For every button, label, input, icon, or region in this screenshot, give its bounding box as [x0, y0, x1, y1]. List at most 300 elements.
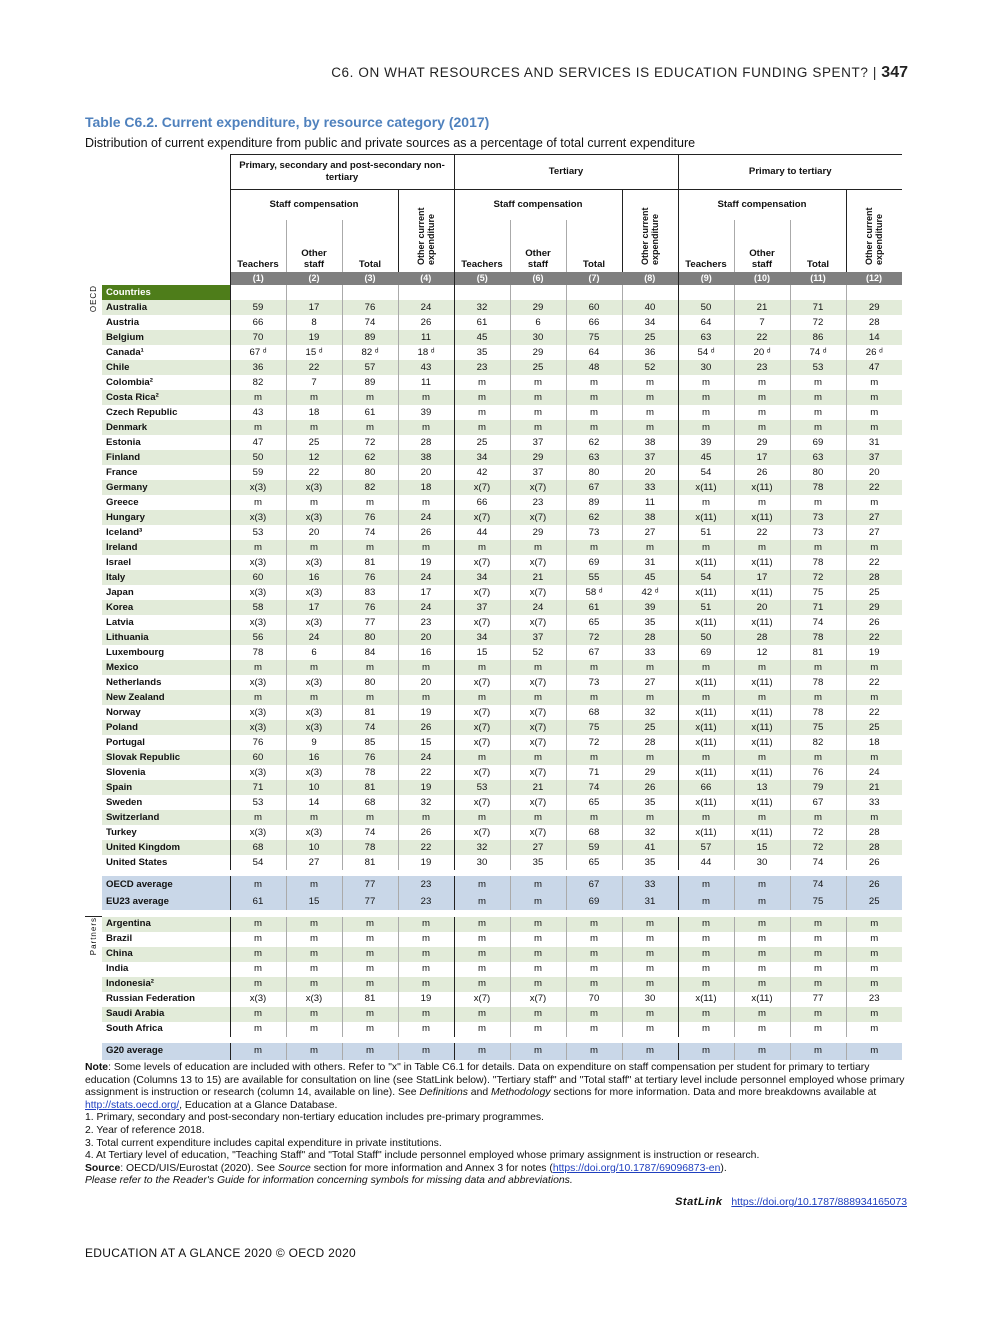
table-cell: 65	[566, 795, 622, 810]
table-cell: 39	[678, 435, 734, 450]
table-cell: 20	[846, 465, 902, 480]
table-cell: 22	[846, 630, 902, 645]
other-current-header-2: Other current expenditure	[622, 190, 678, 273]
table-cell: 32	[622, 825, 678, 840]
table-subtitle: Distribution of current expenditure from public and private sources as a percentage of total current expenditure	[85, 136, 696, 150]
table-cell: 29	[734, 435, 790, 450]
table-cell: 19	[846, 645, 902, 660]
table-cell: m	[230, 810, 286, 825]
table-cell: m	[510, 1007, 566, 1022]
table-cell: m	[790, 1022, 846, 1037]
table-cell: m	[286, 495, 342, 510]
other-current-header-3: Other current expenditure	[846, 190, 902, 273]
table-cell: m	[734, 1022, 790, 1037]
group-header-primary: Primary, secondary and post-secondary non-tertiary	[230, 155, 454, 190]
table-cell: m	[230, 1043, 286, 1060]
row-label: Portugal	[106, 736, 145, 748]
table-cell: 12	[286, 450, 342, 465]
table-cell: 51	[678, 600, 734, 615]
group-header-primary-to-tertiary: Primary to tertiary	[678, 155, 902, 190]
col-teachers: Teachers	[454, 220, 510, 272]
table-cell: x(11)	[678, 795, 734, 810]
table-cell: x(7)	[510, 992, 566, 1007]
table-cell: m	[230, 420, 286, 435]
table-cell: 37	[510, 465, 566, 480]
table-cell: 61	[566, 600, 622, 615]
table-cell: 72	[790, 315, 846, 330]
table-row	[85, 390, 902, 405]
table-cell: 81	[342, 992, 398, 1007]
table-cell: 66	[678, 780, 734, 795]
table-cell: m	[734, 893, 790, 910]
table-cell: m	[622, 750, 678, 765]
column-number: (4)	[398, 272, 454, 285]
table-cell: 67 ᵈ	[230, 345, 286, 360]
table-cell: m	[230, 690, 286, 705]
table-cell: 84	[342, 645, 398, 660]
table-cell: 75	[790, 893, 846, 910]
table-cell: m	[342, 660, 398, 675]
table-cell: m	[454, 977, 510, 992]
table-cell: m	[230, 390, 286, 405]
empty-cell	[678, 285, 734, 300]
table-cell: 23	[734, 360, 790, 375]
table-cell: m	[342, 947, 398, 962]
table-cell: m	[230, 660, 286, 675]
table-cell: m	[678, 690, 734, 705]
row-label: Canada¹	[106, 346, 144, 358]
table-cell: m	[286, 690, 342, 705]
table-cell: 22	[734, 330, 790, 345]
row-label: Ireland	[102, 540, 230, 555]
table-cell: 60	[230, 750, 286, 765]
empty-cell	[454, 285, 510, 300]
table-cell: m	[622, 405, 678, 420]
table-cell: 82 ᵈ	[342, 345, 398, 360]
table-cell: m	[510, 1022, 566, 1037]
row-label: Indonesia²	[102, 977, 230, 992]
table-cell: x(11)	[678, 825, 734, 840]
table-cell: 75	[566, 330, 622, 345]
table-cell: m	[342, 1007, 398, 1022]
table-cell: m	[846, 405, 902, 420]
other-current-header-1: Other current expenditure	[398, 190, 454, 273]
table-cell: m	[398, 495, 454, 510]
table-cell: 29	[846, 300, 902, 315]
table-cell: 64	[678, 315, 734, 330]
row-label: Netherlands	[106, 676, 162, 688]
row-label: Norway	[106, 706, 141, 718]
table-cell: x(11)	[734, 705, 790, 720]
row-label: Slovenia	[106, 766, 146, 778]
table-cell: 19	[398, 780, 454, 795]
column-number: (6)	[510, 272, 566, 285]
table-cell: 30	[678, 360, 734, 375]
table-cell: 24	[398, 570, 454, 585]
table-cell: x(11)	[678, 675, 734, 690]
col-other-staff: Other staff	[286, 220, 342, 272]
table-cell: 33	[622, 876, 678, 893]
table-row	[85, 855, 902, 870]
table-cell: 74	[790, 876, 846, 893]
table-cell: 12	[734, 645, 790, 660]
empty-cell	[342, 285, 398, 300]
table-cell: 26	[398, 315, 454, 330]
table-cell: 29	[846, 600, 902, 615]
average-row	[85, 893, 902, 910]
table-cell: 32	[622, 705, 678, 720]
table-cell: 77	[342, 876, 398, 893]
table-cell: 71	[230, 780, 286, 795]
table-cell: m	[286, 917, 342, 932]
definitions-term: Definitions	[419, 1087, 468, 1099]
table-cell: 7	[286, 375, 342, 390]
table-cell: 73	[566, 525, 622, 540]
table-cell: 33	[622, 480, 678, 495]
source-line	[85, 1163, 907, 1176]
table-row	[85, 315, 902, 330]
table-cell: m	[678, 660, 734, 675]
side-cell	[85, 917, 102, 1037]
table-row	[85, 690, 902, 705]
table-cell: m	[510, 876, 566, 893]
row-label: Australia	[102, 300, 230, 315]
table-cell: 36	[622, 345, 678, 360]
table-cell: m	[286, 1022, 342, 1037]
table-cell: m	[230, 977, 286, 992]
table-cell: m	[230, 932, 286, 947]
table-cell: m	[286, 1043, 342, 1060]
table-cell: 52	[510, 645, 566, 660]
table-cell: x(11)	[734, 480, 790, 495]
table-cell: 69	[566, 555, 622, 570]
row-label: Germany	[102, 480, 230, 495]
staff-comp-header-2: Staff compensation	[454, 190, 622, 221]
table-cell: 58	[230, 600, 286, 615]
table-cell: m	[734, 1007, 790, 1022]
row-label: Brazil	[106, 933, 133, 944]
table-cell: m	[790, 932, 846, 947]
table-cell: x(3)	[286, 825, 342, 840]
table-cell: 74	[790, 615, 846, 630]
table-cell: m	[230, 495, 286, 510]
table-cell: 28	[846, 570, 902, 585]
row-label: Greece	[106, 496, 139, 508]
table-cell: 56	[230, 630, 286, 645]
table-cell: 23	[398, 893, 454, 910]
table-cell: 25	[286, 435, 342, 450]
table-cell: 37	[846, 450, 902, 465]
table-cell: m	[734, 660, 790, 675]
table-cell: x(3)	[286, 765, 342, 780]
table-cell: m	[734, 810, 790, 825]
notes-section	[85, 1062, 907, 1188]
table-cell: 53	[230, 795, 286, 810]
table-cell: x(7)	[510, 795, 566, 810]
table-cell: x(7)	[454, 705, 510, 720]
table-row	[85, 300, 902, 315]
row-label: Turkey	[106, 826, 137, 838]
table-row	[85, 480, 902, 495]
table-cell: x(11)	[734, 585, 790, 600]
table-cell: m	[230, 876, 286, 893]
table-cell: x(11)	[678, 480, 734, 495]
table-row	[85, 932, 902, 947]
table-cell: 72	[790, 570, 846, 585]
empty-cell	[398, 285, 454, 300]
table-cell: m	[342, 390, 398, 405]
table-cell: 20	[734, 600, 790, 615]
table-cell: 19	[398, 555, 454, 570]
table-cell: m	[622, 932, 678, 947]
methodology-term: Methodology	[491, 1087, 551, 1099]
table-cell: x(11)	[678, 705, 734, 720]
empty-cell	[790, 285, 846, 300]
table-cell: 66	[230, 315, 286, 330]
table-cell: m	[230, 917, 286, 932]
table-cell: 89	[566, 495, 622, 510]
table-cell: m	[678, 977, 734, 992]
table-cell: m	[230, 1022, 286, 1037]
table-cell: m	[342, 420, 398, 435]
table-cell: 20	[286, 525, 342, 540]
row-label: Italy	[102, 570, 230, 585]
table-cell: 23	[846, 992, 902, 1007]
table-cell: 27	[846, 510, 902, 525]
table-row	[85, 345, 902, 360]
table-cell: x(3)	[230, 510, 286, 525]
row-label: Israel	[106, 556, 132, 568]
table-cell: 20	[398, 465, 454, 480]
table-row	[85, 570, 902, 585]
table-cell: m	[398, 947, 454, 962]
table-cell: 68	[566, 705, 622, 720]
table-cell: m	[790, 810, 846, 825]
table-cell: m	[510, 962, 566, 977]
table-cell: 10	[286, 840, 342, 855]
table-cell: m	[510, 540, 566, 555]
table-cell: 16	[398, 645, 454, 660]
table-cell: 44	[454, 525, 510, 540]
table-cell: 22	[846, 555, 902, 570]
col-total: Total	[342, 220, 398, 272]
table-cell: 33	[622, 645, 678, 660]
statlink-link[interactable]: https://doi.org/10.1787/888934165073	[731, 1197, 907, 1208]
table-cell: 50	[678, 630, 734, 645]
stats-oecd-link[interactable]: http://stats.oecd.org/	[85, 1099, 180, 1111]
table-cell: 20 ᵈ	[734, 345, 790, 360]
table-cell: m	[454, 420, 510, 435]
table-cell: m	[846, 977, 902, 992]
table-cell: 65	[566, 615, 622, 630]
table-row	[85, 947, 902, 962]
table-cell: 74	[342, 720, 398, 735]
table-cell: m	[454, 405, 510, 420]
table-cell: 22	[286, 360, 342, 375]
table-cell: 78	[342, 765, 398, 780]
table-cell: 34	[454, 450, 510, 465]
table-cell: 78	[790, 480, 846, 495]
table-cell: 22	[846, 675, 902, 690]
table-cell: m	[678, 750, 734, 765]
row-label: Slovak Republic	[102, 750, 230, 765]
table-cell: m	[566, 977, 622, 992]
table-cell: 30	[734, 855, 790, 870]
table-cell: x(3)	[286, 510, 342, 525]
table-cell: m	[454, 1007, 510, 1022]
table-row	[85, 600, 902, 615]
column-number: (7)	[566, 272, 622, 285]
table-cell: m	[454, 390, 510, 405]
table-cell: x(11)	[678, 555, 734, 570]
table-row	[85, 977, 902, 992]
table-cell: 30	[454, 855, 510, 870]
table-cell: m	[566, 917, 622, 932]
table-cell: 27	[622, 525, 678, 540]
table-cell: 38	[622, 510, 678, 525]
table-cell: m	[454, 876, 510, 893]
table-cell: 81	[790, 645, 846, 660]
table-cell: x(7)	[454, 675, 510, 690]
table-cell: 26 ᵈ	[846, 345, 902, 360]
table-cell: m	[510, 977, 566, 992]
table-cell: m	[790, 660, 846, 675]
row-label: Austria	[106, 316, 140, 328]
table-cell: m	[510, 810, 566, 825]
staff-comp-header-3: Staff compensation	[678, 190, 846, 221]
table-cell: 78	[790, 555, 846, 570]
table-cell: 21	[734, 300, 790, 315]
row-label: France	[106, 466, 138, 478]
table-cell: 37	[454, 600, 510, 615]
footnote-3: 3. Total current expenditure includes capital expenditure in private institutions.	[85, 1137, 442, 1149]
table-row	[85, 540, 902, 555]
table-cell: m	[454, 540, 510, 555]
table-cell: m	[398, 977, 454, 992]
table-cell: 64	[566, 345, 622, 360]
table-row	[85, 465, 902, 480]
table-cell: m	[454, 660, 510, 675]
table-cell: m	[678, 405, 734, 420]
statlink-logo: StatLink	[675, 1196, 723, 1208]
oecd-side-cell	[85, 285, 102, 870]
table-row	[85, 450, 902, 465]
table-cell: 72	[566, 630, 622, 645]
table-cell: 62	[566, 510, 622, 525]
table-cell: 28	[846, 825, 902, 840]
table-cell: x(7)	[510, 480, 566, 495]
row-label: China	[102, 947, 230, 962]
col-teachers: Teachers	[678, 220, 734, 272]
table-cell: m	[622, 977, 678, 992]
table-cell: m	[734, 690, 790, 705]
table-cell: x(11)	[734, 765, 790, 780]
table-cell: 8	[286, 315, 342, 330]
table-cell: m	[286, 660, 342, 675]
table-cell: m	[342, 1022, 398, 1037]
row-label: New Zealand	[102, 690, 230, 705]
table-cell: 74	[342, 525, 398, 540]
table-cell: 80	[566, 465, 622, 480]
table-cell: 74	[790, 855, 846, 870]
table-cell: 45	[678, 450, 734, 465]
table-cell: 54	[678, 465, 734, 480]
table-cell: 78	[790, 630, 846, 645]
row-label: Hungary	[102, 510, 230, 525]
table-cell: x(3)	[286, 720, 342, 735]
table-row	[85, 825, 902, 840]
table-cell: m	[566, 540, 622, 555]
footnote-2: 2. Year of reference 2018.	[85, 1124, 205, 1136]
table-cell: 83	[342, 585, 398, 600]
table-cell: 63	[566, 450, 622, 465]
empty-cell	[566, 285, 622, 300]
source-word: Source	[277, 1162, 311, 1174]
row-label: Luxembourg	[106, 646, 165, 658]
table-cell: 34	[622, 315, 678, 330]
table-cell: 19	[398, 705, 454, 720]
running-head-separator: |	[872, 65, 877, 80]
table-cell: 80	[342, 675, 398, 690]
table-cell: m	[678, 876, 734, 893]
table-cell: m	[846, 1007, 902, 1022]
table-cell: 35	[622, 615, 678, 630]
table-cell: m	[846, 750, 902, 765]
row-label: Switzerland	[102, 810, 230, 825]
row-label: Sweden	[106, 796, 143, 808]
table-cell: m	[398, 1043, 454, 1060]
table-cell: m	[846, 1043, 902, 1060]
table-cell: 57	[678, 840, 734, 855]
table-cell: 39	[622, 600, 678, 615]
table-row	[85, 405, 902, 420]
table-cell: x(7)	[510, 615, 566, 630]
table-cell: m	[398, 932, 454, 947]
table-cell: m	[286, 420, 342, 435]
table-cell: 15	[286, 893, 342, 910]
footnote-4: 4. At Tertiary level of education, "Teaching Staff" and "Total Staff" include personnel employed whose primary assignment is instruction or research.	[85, 1150, 760, 1162]
table-cell: m	[790, 540, 846, 555]
row-label: Costa Rica²	[102, 390, 230, 405]
table-cell: 35	[622, 795, 678, 810]
table-cell: 24	[846, 765, 902, 780]
table-cell: 35	[454, 345, 510, 360]
column-number: (12)	[846, 272, 902, 285]
table-cell: 33	[846, 795, 902, 810]
table-cell: 68	[566, 825, 622, 840]
table-row	[85, 962, 902, 977]
table-cell: x(3)	[286, 555, 342, 570]
table-cell: 20	[398, 675, 454, 690]
table-row	[85, 1007, 902, 1022]
table-cell: x(7)	[454, 992, 510, 1007]
table-row	[85, 780, 902, 795]
table-cell: 80	[342, 630, 398, 645]
col-other-staff: Other staff	[510, 220, 566, 272]
table-cell: 63	[678, 330, 734, 345]
table-cell: 23	[510, 495, 566, 510]
table-cell: 47	[230, 435, 286, 450]
table-cell: 18 ᵈ	[398, 345, 454, 360]
source-doi-link[interactable]: https://doi.org/10.1787/69096873-en	[552, 1162, 721, 1174]
table-cell: m	[846, 420, 902, 435]
table-cell: m	[286, 947, 342, 962]
table-cell: x(3)	[230, 615, 286, 630]
table-cell: 67	[566, 645, 622, 660]
table-cell: 27	[286, 855, 342, 870]
table-cell: 17	[734, 450, 790, 465]
table-cell: 75	[790, 720, 846, 735]
